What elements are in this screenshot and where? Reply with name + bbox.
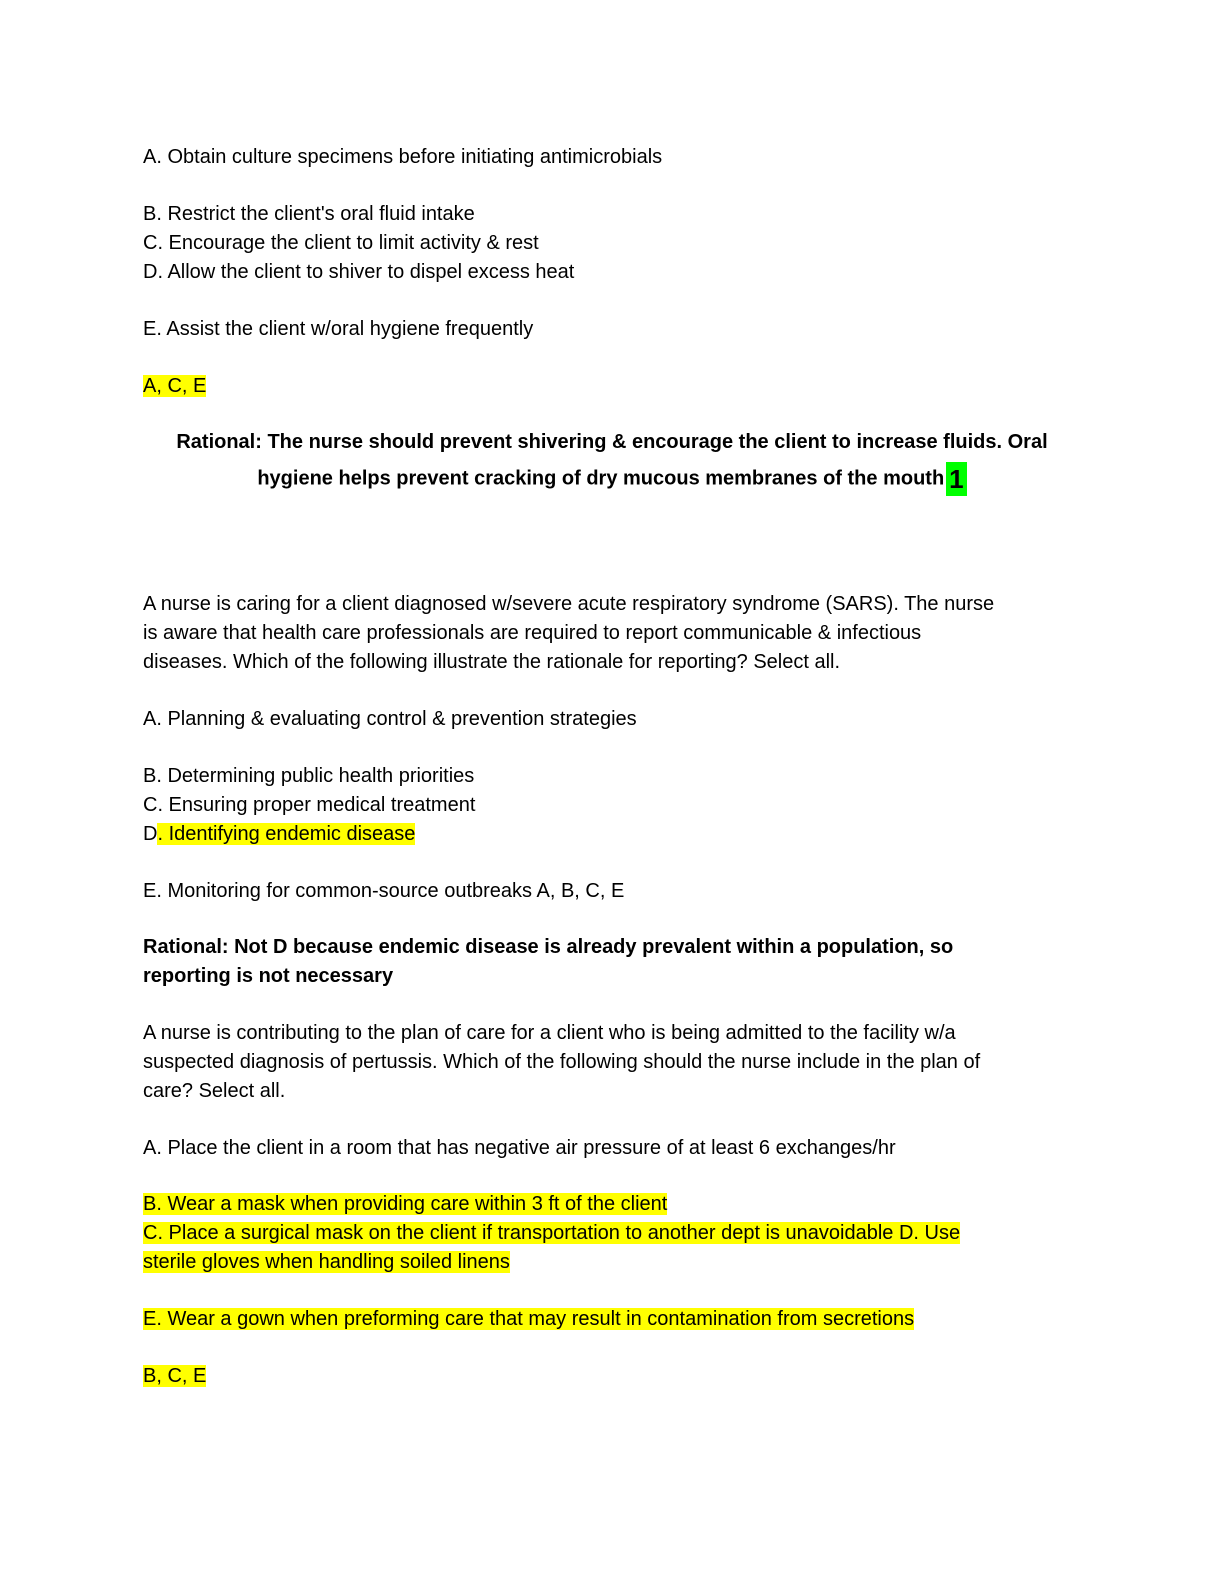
q1-option-c: C. Encourage the client to limit activity & rest: [143, 232, 539, 254]
q3-option-b: B. Wear a mask when providing care within 3 ft of the client: [143, 1193, 668, 1215]
q1-rationale-line1: Rational: The nurse should prevent shivering & encourage the client to increase fluids. Oral: [176, 431, 1048, 453]
q3-stem-line1: A nurse is contributing to the plan of care for a client who is being admitted to the facility w/a: [143, 1022, 956, 1044]
q3-option-a: A. Place the client in a room that has negative air pressure of at least 6 exchanges/hr: [143, 1137, 896, 1159]
q3-option-c-line1: C. Place a surgical mask on the client if transportation to another dept is unavoidable D. Use: [143, 1222, 961, 1244]
q2-option-d: D. Identifying endemic disease: [143, 823, 416, 845]
page-marker-badge: 1: [946, 462, 966, 496]
q3-option-c-line2: sterile gloves when handling soiled linens: [143, 1251, 510, 1273]
q2-rationale-line1: Rational: Not D because endemic disease is already prevalent within a population, so: [143, 936, 954, 958]
q2-stem-line2: is aware that health care professionals are required to report communicable & infectious: [143, 622, 922, 644]
q2-stem-line3: diseases. Which of the following illustrate the rationale for reporting? Select all.: [143, 651, 841, 673]
q2-rationale-line2: reporting is not necessary: [143, 965, 394, 987]
q2-option-e: E. Monitoring for common-source outbreaks A, B, C, E: [143, 880, 625, 902]
q1-option-d: D. Allow the client to shiver to dispel excess heat: [143, 261, 575, 283]
q2-option-a: A. Planning & evaluating control & prevention strategies: [143, 708, 637, 730]
q1-option-a: A. Obtain culture specimens before initiating antimicrobials: [143, 146, 663, 168]
q2-option-c: C. Ensuring proper medical treatment: [143, 794, 476, 816]
q1-rationale-line2: hygiene helps prevent cracking of dry mucous membranes of the mouth 1: [0, 462, 1224, 496]
q3-stem-line2: suspected diagnosis of pertussis. Which of the following should the nurse include in the plan of: [143, 1051, 981, 1073]
q1-option-e: E. Assist the client w/oral hygiene frequently: [143, 318, 534, 340]
q3-option-e: E. Wear a gown when preforming care that may result in contamination from secretions: [143, 1308, 915, 1330]
q3-answer: B, C, E: [143, 1365, 207, 1387]
q3-stem-line3: care? Select all.: [143, 1080, 286, 1102]
q1-answer: A, C, E: [143, 375, 207, 397]
q2-option-b: B. Determining public health priorities: [143, 765, 475, 787]
q2-stem-line1: A nurse is caring for a client diagnosed w/severe acute respiratory syndrome (SARS). The nurse: [143, 593, 995, 615]
q1-option-b: B. Restrict the client's oral fluid intake: [143, 203, 475, 225]
